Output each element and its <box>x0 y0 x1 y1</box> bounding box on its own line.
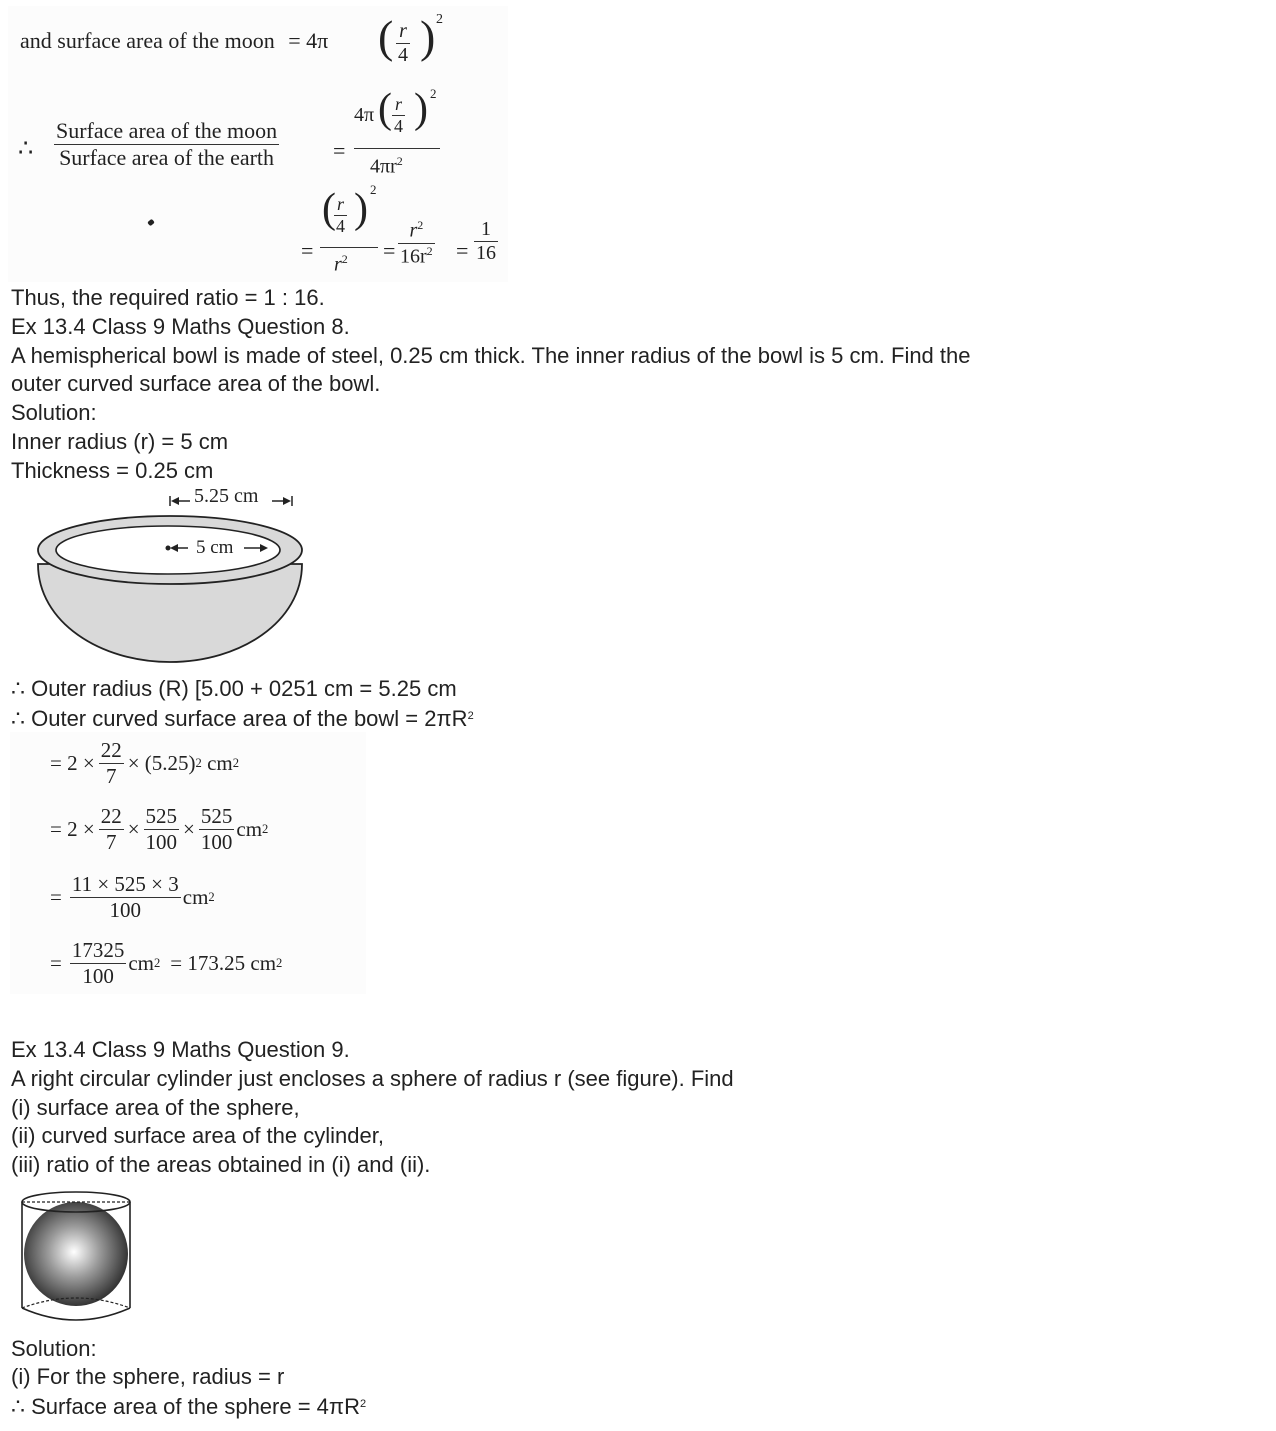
q9-part-iii: (iii) ratio of the areas obtained in (i) and (ii). <box>11 1152 431 1177</box>
unit: cm <box>236 816 263 841</box>
formula-text: ∴ Surface area of the sphere = 4πR <box>11 1394 360 1419</box>
stray-mark <box>147 219 155 227</box>
step-4 <box>50 930 282 996</box>
exponent: 2 <box>417 218 424 232</box>
result-exponent: 2 <box>276 955 283 970</box>
r2-over-16r2 <box>398 218 435 268</box>
denominator: 100 <box>109 897 142 922</box>
right-paren: ) <box>420 11 436 62</box>
denominator: 100 <box>145 829 178 854</box>
exponent: 2 <box>341 252 348 266</box>
left-paren: ( <box>322 186 336 232</box>
exponent: 2 <box>195 755 202 770</box>
equals-two-times: = 2 × <box>50 816 95 841</box>
q8-solution-label: Solution: <box>11 400 97 425</box>
times: × <box>183 816 195 841</box>
denominator-label: Surface area of the earth <box>59 145 275 170</box>
equals: = <box>383 238 396 263</box>
q8-thickness: Thickness = 0.25 cm <box>11 458 214 483</box>
equals-4pi: = 4π <box>288 28 329 53</box>
unit: cm <box>128 950 154 975</box>
fraction <box>396 20 410 67</box>
sphere <box>24 1202 128 1306</box>
equals: = <box>301 238 314 263</box>
exponent: 2 <box>430 86 437 101</box>
step-1 <box>50 732 239 794</box>
moon-earth-ratio-derivation <box>8 6 508 282</box>
therefore-symbol: ∴ <box>18 136 34 162</box>
unit-exponent: 2 <box>262 821 269 836</box>
bowl-svg <box>10 482 330 670</box>
four-pi-r: 4πr <box>370 155 397 178</box>
bowl-area-calculation <box>10 732 366 994</box>
exponent: 2 <box>396 154 403 168</box>
exponent: 2 <box>467 710 474 722</box>
rhs-fraction <box>354 86 440 186</box>
left-paren: ( <box>378 11 394 62</box>
equals: = <box>50 950 62 975</box>
numerator: r <box>336 194 344 214</box>
fraction-17325-100 <box>70 938 127 989</box>
hemispherical-bowl-figure <box>10 482 330 670</box>
fraction-525-100 <box>144 804 180 855</box>
numerator: 525 <box>145 803 178 828</box>
q9-part-i: (i) surface area of the sphere, <box>11 1095 300 1120</box>
denominator: 4 <box>394 116 403 136</box>
q8-question-line1: A hemispherical bowl is made of steel, 0.25 cm thick. The inner radius of the bowl is 5 cm. Find the <box>11 343 971 368</box>
formula-text: ∴ Outer curved surface area of the bowl = 2πR <box>11 706 468 731</box>
equals: = <box>50 884 62 909</box>
q9-question: A right circular cylinder just encloses a sphere of radius r (see figure). Find <box>11 1066 734 1091</box>
exponent: 2 <box>370 182 377 197</box>
denominator: 4 <box>336 216 345 236</box>
equals: = <box>333 138 346 163</box>
surface-area-ratio-fraction <box>54 118 279 171</box>
moon-surface-area-line <box>20 28 328 54</box>
q9-heading: Ex 13.4 Class 9 Maths Question 9. <box>11 1037 350 1062</box>
denominator: 7 <box>105 829 117 854</box>
denominator: 7 <box>105 763 117 788</box>
right-paren: ) <box>414 86 428 132</box>
fraction-product <box>70 872 181 923</box>
outer-diameter-label: 5.25 cm <box>194 485 259 507</box>
unit: cm <box>201 750 233 775</box>
unit-exponent: 2 <box>154 955 161 970</box>
q7-conclusion: Thus, the required ratio = 1 : 16. <box>11 285 325 310</box>
denominator: 16 <box>476 242 496 264</box>
denominator: 4 <box>398 44 408 66</box>
numerator: 22 <box>100 803 122 828</box>
fraction-bar <box>320 247 378 248</box>
q8-outer-radius: ∴ Outer radius (R) [5.00 + 0251 cm = 5.25 cm <box>11 676 457 701</box>
right-paren: ) <box>354 186 368 232</box>
step-2 <box>50 796 268 862</box>
unit-exponent: 2 <box>208 889 215 904</box>
q8-heading: Ex 13.4 Class 9 Maths Question 8. <box>11 314 350 339</box>
denominator <box>334 252 348 277</box>
step-3 <box>50 864 215 930</box>
equals-two-times: = 2 × <box>50 750 95 775</box>
q9-part-ii: (ii) curved surface area of the cylinder, <box>11 1123 384 1148</box>
fraction-525-100 <box>199 804 235 855</box>
cylinder-bottom-front <box>22 1308 130 1320</box>
fraction-22-7 <box>99 804 124 855</box>
unit: cm <box>182 884 209 909</box>
numerator: 22 <box>100 737 122 762</box>
result: = 173.25 cm <box>170 950 277 975</box>
r-over-4 <box>392 94 405 137</box>
left-paren: ( <box>378 86 392 132</box>
numerator: r <box>394 94 402 114</box>
q9-sol-line2 <box>11 1392 366 1421</box>
denominator <box>370 154 403 179</box>
cylinder-enclosing-sphere-figure <box>14 1182 138 1330</box>
numerator: 1 <box>481 218 491 240</box>
exponent: 2 <box>436 12 443 27</box>
label-text: and surface area of the moon <box>20 28 275 53</box>
one-over-sixteen <box>474 218 498 265</box>
r-over-4 <box>334 194 347 237</box>
unit-exponent: 2 <box>232 755 240 770</box>
numerator-label: Surface area of the moon <box>56 118 278 143</box>
r: r <box>334 253 342 276</box>
sixteen-r: 16r <box>400 245 427 268</box>
numerator: 525 <box>200 803 233 828</box>
denominator: 100 <box>200 829 233 854</box>
four-pi: 4π <box>354 104 375 126</box>
q9-solution-label: Solution: <box>11 1336 97 1361</box>
q8-inner-radius: Inner radius (r) = 5 cm <box>11 429 229 454</box>
cylinder-sphere-svg <box>14 1182 138 1330</box>
inner-radius-label: 5 cm <box>196 537 234 558</box>
q9-sol-line1: (i) For the sphere, radius = r <box>11 1364 285 1389</box>
numerator: r <box>399 20 407 42</box>
outer-dim-right-arrow <box>283 497 291 505</box>
radius-term: × (5.25) <box>127 750 196 775</box>
numerator: 17325 <box>71 937 125 962</box>
q8-question-line2: outer curved surface area of the bowl. <box>11 371 381 396</box>
fraction-bar <box>354 148 440 149</box>
exponent: 2 <box>359 1398 367 1410</box>
exponent: 2 <box>426 243 433 258</box>
equals: = <box>456 238 469 263</box>
denominator: 100 <box>82 963 114 988</box>
inner-dim-center-dot <box>166 546 171 551</box>
fraction-22-7 <box>99 738 124 789</box>
outer-dim-left-arrow <box>171 497 179 505</box>
r4-squared-over-r2 <box>320 182 377 280</box>
q8-outer-csa-formula <box>11 704 474 733</box>
times: × <box>127 816 140 841</box>
numerator: 11 × 525 × 3 <box>71 871 179 896</box>
r: r <box>409 219 418 242</box>
